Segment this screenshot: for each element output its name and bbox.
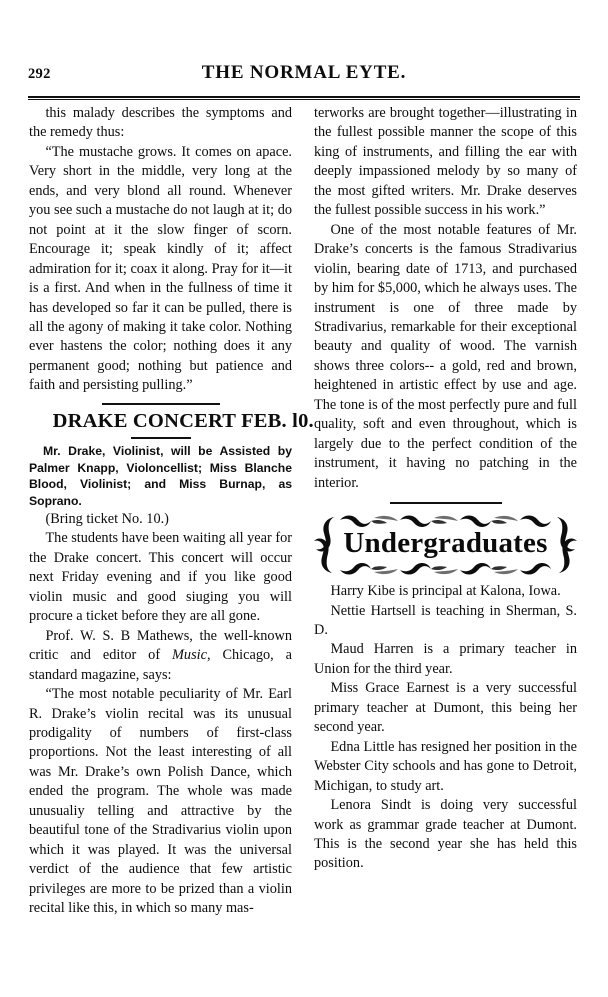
paragraph: terworks are brought together—illustrating in the fullest possible manner the scope of this king of instruments, and filling the ear with deeply impassioned melody by so many of the most gifted writers. Mr. Drake deserves the fullest possible success in his work.” — [314, 105, 577, 219]
undergraduate-note: Harry Kibe is principal at Kalona, Iowa. — [330, 583, 561, 600]
right-column — [314, 104, 577, 874]
page-number: 292 — [28, 66, 51, 82]
concert-performers: Mr. Drake, Violinist, will be Assisted by Palmer Knapp, Violoncellist; Miss Blanche Blood, Violinist; and Miss Burnap, as Soprano. — [29, 443, 292, 509]
paragraph: “The mustache grows. It comes on apace. Very short in the middle, very long at the ends, and very blond all round. Whenever you see such a mustache do not laugh at it; do not point at it the slow finger of scorn. Encourage it; speak kindly of it; affect admiration for it; coax it along. Pray for it—it is a first. And when in the fullness of time it has developed so far it can be pulled, there is all the agony of making it take color. Nothing ever hastens the color; nothing does it any permanent good; nothing but patience and faith and persisting pulling.” — [29, 143, 292, 394]
paragraph: The students have been waiting all year for the Drake concert. This concert will occur next Friday evening and if you like good violin music and good siuging you will procure a ticket before they are all gone. — [29, 530, 292, 625]
mathews-intro-b: , Chicago, a standard magazine, says: — [29, 647, 292, 683]
running-head — [28, 62, 580, 88]
undergraduates-heading-text: Undergraduates — [343, 527, 548, 560]
concert-heading: DRAKE CONCERT FEB. l0. — [52, 409, 314, 432]
publication-title: THE NORMAL EYTE. — [201, 62, 407, 83]
undergraduate-note: Edna Little has resigned her position in the Webster City schools and has gone to Detroit, Michigan, to study art. — [314, 738, 577, 794]
undergraduates-heading-ornament — [314, 514, 577, 576]
header-rule-thick — [28, 96, 580, 98]
undergraduates-divider-rule — [390, 502, 502, 504]
header-double-rule — [28, 96, 580, 100]
left-column — [29, 104, 314, 919]
paragraph-mathews — [29, 627, 292, 685]
header-rule-thin — [28, 99, 580, 100]
ticket-note: (Bring ticket No. 10.) — [45, 510, 169, 527]
paragraph: “The most notable peculiarity of Mr. Earl R. Drake’s violin recital was its unusual prodigality of numbers of first-class proportions. Not the least interesting of all was Mr. Drake’s own Polish Dance, which ended the program. The whole was made unusualiy telling and attractive by the beautiful tone of the Stradivarius violin upon which it was played. It was the universal verdict of the audience that few artistic privileges are more to be prized than a violin recital like this, in which so many mas- — [29, 686, 292, 917]
magazine-title: Music — [172, 647, 207, 664]
undergraduate-note: Lenora Sindt is doing very successful work as grammar grade teacher at Dumont. This is the second year she has held this position. — [314, 797, 577, 872]
paragraph: this malady describes the symptoms and the remedy thus: — [29, 105, 292, 141]
undergraduate-note: Miss Grace Earnest is a very successful primary teacher at Dumont, this being her second year. — [314, 680, 577, 736]
paragraph: One of the most notable features of Mr. Drake’s concerts is the famous Stradivarius violin, bearing date of 1713, and purchased by him for $5,000, which he always uses. The instrument is one of three made by Stradivarius, remarkable for their exceptional beauty and quality of wood. The varnish shows three colors-- a gold, red and brown, heightened in artistic effect by use and age. The tone is of the most perfectly pure and full quality, soft and even throughout, which is largely due to the perfect condition of the instrument, it having no patching in the interior. — [314, 221, 577, 491]
concert-subdivider-rule — [131, 437, 191, 439]
mathews-intro-a: Prof. W. S. B Mathews, the well-known critic and editor of — [29, 627, 292, 664]
section-divider-rule — [102, 403, 220, 405]
undergraduate-note: Nettie Hartsell is teaching in Sherman, S. D. — [314, 602, 577, 638]
undergraduate-note: Maud Harren is a primary teacher in Union for the third year. — [314, 641, 577, 677]
